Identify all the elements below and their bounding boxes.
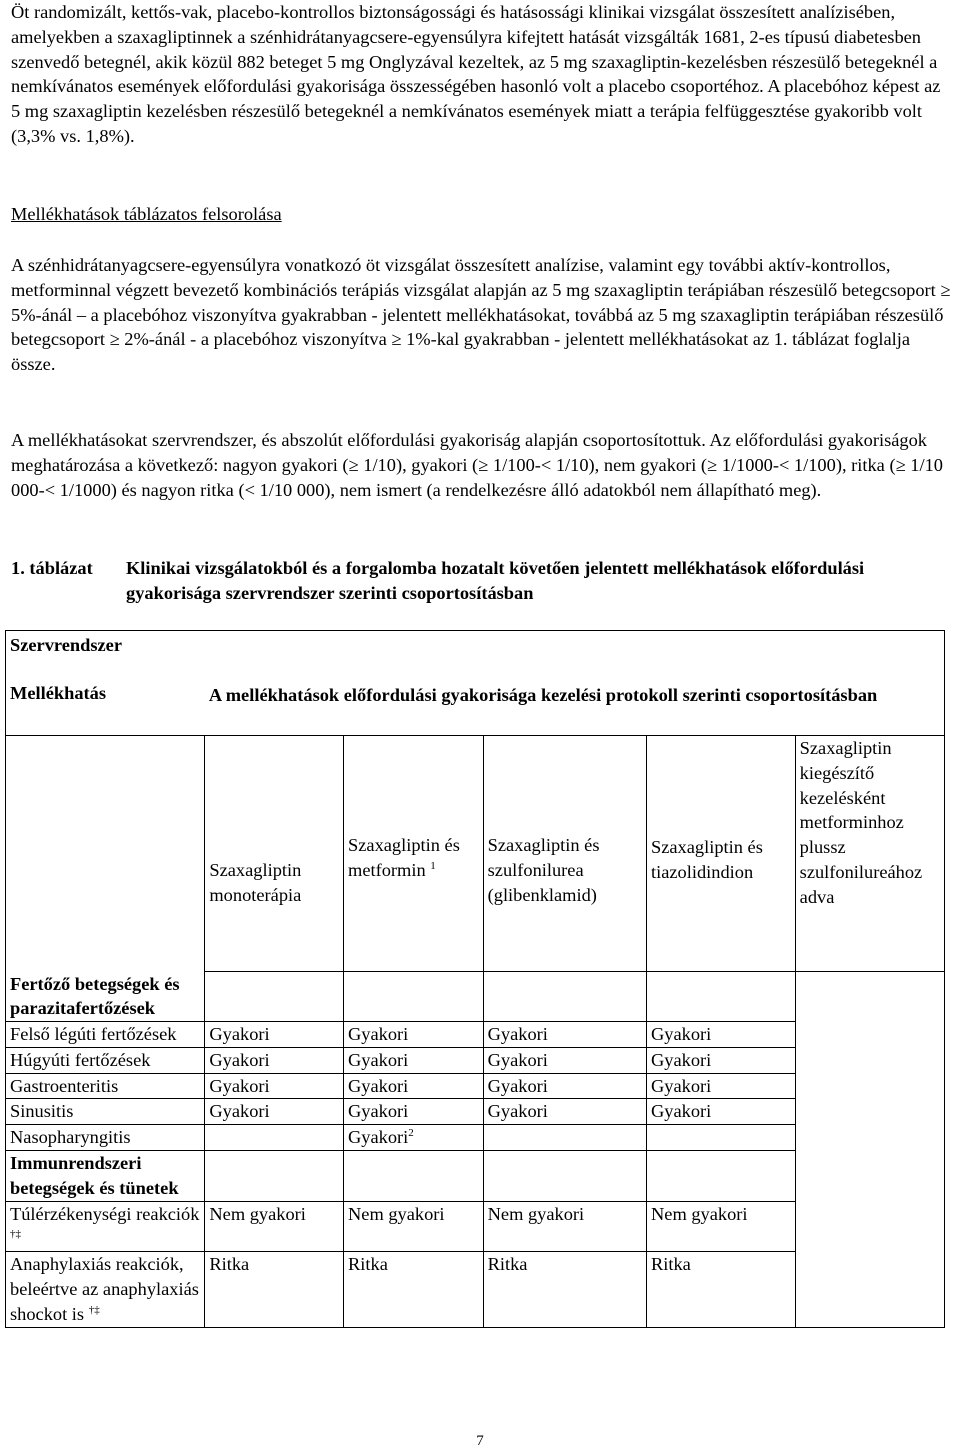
column-header-met-su: Szaxagliptin kiegészítő kezelésként metforminhoz plussz szulfonilureához adva xyxy=(795,736,944,972)
intro-paragraph: Öt randomizált, kettős-vak, placebo-kontrollos biztonságossági és hatásossági klinikai vizsgálat összesített analízisében, amelyekben a szaxagliptinnek a szénhidrátanyagcsere-egyensúlyra kifejtett hatását vizsgálták 1681, 2-es típusú diabetesben szenvedő betegnél, akik közül 882 beteget 5 mg Onglyzával kezeltek, az 5 mg szaxagliptin-kezelésben részesülő betegeknél a nemkívánatos események előfordulási gyakorisága összességében hasonló volt a placebo csoportéhoz. A placebóhoz képest az 5 mg szaxagliptin kezelésben részesülő betegeknél a nemkívánatos események miatt a terápia felfüggesztése gyakoribb volt (3,3% vs. 1,8%). xyxy=(11,2,941,146)
footnote-marker: 1 xyxy=(430,859,436,872)
organ-group-row xyxy=(6,1151,945,1202)
table-row: Nasopharyngitis Gyakori$^2$ xyxy=(6,1125,945,1151)
adverse-reaction-header: Mellékhatás xyxy=(6,681,205,736)
table-header-row xyxy=(6,631,945,681)
table-row: Túlérzékenységi reakciók †‡ Nem gyakori Nem gyakori Nem gyakori Nem gyakori xyxy=(6,1201,945,1252)
table-row: Sinusitis Gyakori Gyakori Gyakori Gyakori xyxy=(6,1099,945,1125)
table-row: Gastroenteritis Gyakori Gyakori Gyakori Gyakori xyxy=(6,1073,945,1099)
table-header-row xyxy=(6,681,945,736)
organ-system-header: Szervrendszer xyxy=(6,631,945,681)
frequency-definition-paragraph: A mellékhatásokat szervrendszer, és abszolút előfordulási gyakoriság alapján csoportosítottuk. Az előfordulási gyakoriságok meghatározása a következő: nagyon gyakori (≥ 1/10), gyakori (≥ 1/100-< 1/10), nem gyakori (≥ 1/1000-< 1/100), ritka (≥ 1/10 000-< 1/1000) és nagyon ritka (< 1/10 000), nem ismert (a rendelkezésre álló adatokból nem állapítható meg). xyxy=(11,430,943,500)
table-row: Anaphylaxiás reakciók, beleértve az anaphylaxiás shockot is †‡ Ritka Ritka Ritka Ritka xyxy=(6,1252,945,1327)
table-number: 1. táblázat xyxy=(11,558,93,578)
adverse-reactions-table xyxy=(5,630,945,1328)
column-header-metformin: Szaxagliptin és metformin $^1$ xyxy=(344,736,484,972)
table-row: Húgyúti fertőzések Gyakori Gyakori Gyakori Gyakori xyxy=(6,1047,945,1073)
footnote-marker: †‡ xyxy=(88,1303,100,1316)
ge-symbol: ≥ xyxy=(707,454,718,475)
column-header-row xyxy=(6,736,945,972)
ge-symbol: ≥ xyxy=(109,329,120,350)
summary-paragraph: A szénhidrátanyagcsere-egyensúlyra vonatkozó öt vizsgálat összesített analízise, valamint egy további aktív-kontrollos, metforminnal végzett bevezető kombinációs terápiás vizsgálat alapján az 5 mg szaxagliptin terápiában részesülő betegcsoport ≥ 5%-ánál – a placebóhoz viszonyítva gyakrabban - jelentett mellékhatásokat, továbbá az 5 mg szaxagliptin terápiában részesülő betegcsoport ≥ 2%-ánál - a placebóhoz viszonyítva ≥ 1%-kal gyakrabban - jelentett mellékhatásokat az 1. táblázat foglalja össze. xyxy=(11,255,951,375)
table-title: Klinikai vizsgálatokból és a forgalomba hozatalt követően jelentett mellékhatások előfordulási gyakorisága szervrendszer szerinti csoportosításban xyxy=(126,558,865,603)
column-header-sulfonylurea: Szaxagliptin és szulfonilurea (glibenklamid) xyxy=(483,736,646,972)
page-number: 7 xyxy=(476,1433,484,1449)
frequency-group-header: A mellékhatások előfordulási gyakorisága kezelési protokoll szerinti csoportosításban xyxy=(205,681,945,736)
ge-symbol: ≥ xyxy=(940,279,951,300)
organ-system-name: Immunrendszeri betegségek és tünetek xyxy=(6,1151,205,1202)
organ-system-name: Fertőző betegségek és parazitafertőzések xyxy=(6,972,205,1022)
section-heading: Mellékhatások táblázatos felsorolása xyxy=(11,204,282,224)
blank-header-cell xyxy=(6,736,205,972)
ge-symbol: ≥ xyxy=(391,329,402,350)
ge-symbol: ≥ xyxy=(895,454,906,475)
organ-group-row xyxy=(6,972,945,1022)
ge-symbol: ≥ xyxy=(348,454,359,475)
table-row: Felső légúti fertőzések Gyakori Gyakori Gyakori Gyakori xyxy=(6,1022,945,1048)
column-header-mono: Szaxagliptin monoterápia xyxy=(205,736,344,972)
footnote-marker: 2 xyxy=(408,1127,414,1140)
footnote-marker: †‡ xyxy=(10,1228,21,1241)
ge-symbol: ≥ xyxy=(478,454,489,475)
column-header-tzd: Szaxagliptin és tiazolidindion xyxy=(647,736,796,972)
